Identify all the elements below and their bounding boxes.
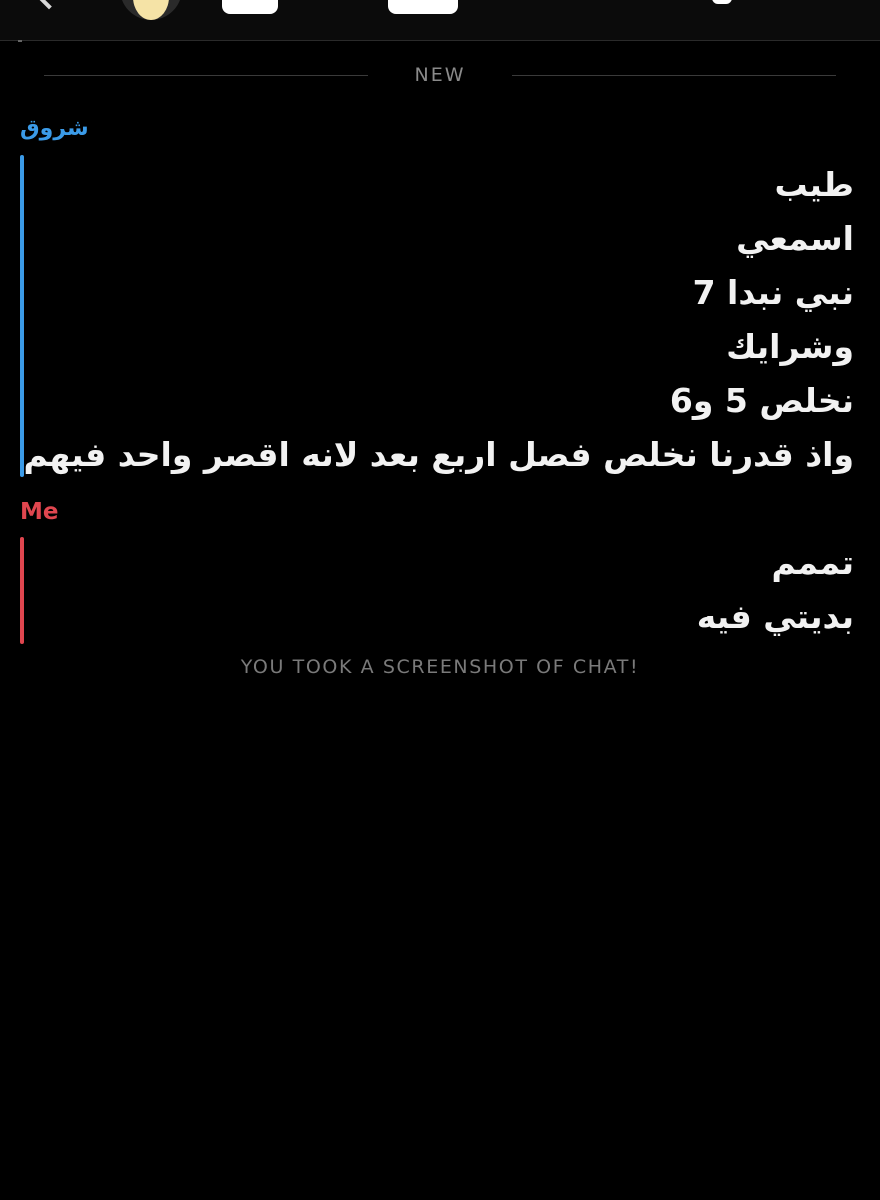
- screenshot-notice: YOU TOOK A SCREENSHOT OF CHAT!: [240, 656, 640, 678]
- message-group-bar-them: [20, 155, 24, 477]
- header-separator-mark: [18, 40, 22, 42]
- contact-name-glyph: [222, 0, 278, 14]
- message-text[interactable]: طيب: [774, 165, 854, 204]
- chat-header: [0, 0, 880, 41]
- message-group-them: [23, 162, 854, 486]
- divider-line: [512, 75, 836, 76]
- divider-line: [44, 75, 368, 76]
- message-text[interactable]: نخلص 5 و6: [669, 381, 854, 420]
- avatar-face: [133, 0, 169, 20]
- message-group-me: [54, 540, 854, 648]
- contact-name-glyph: [388, 0, 458, 14]
- back-arrow-icon[interactable]: [31, 0, 68, 9]
- sender-name-me: Me: [20, 499, 59, 525]
- message-text[interactable]: نبي نبدا 7: [692, 273, 854, 312]
- message-text[interactable]: اسمعي: [736, 219, 854, 258]
- new-messages-divider: [44, 60, 836, 90]
- message-group-bar-me: [20, 537, 24, 644]
- contact-name-cropped[interactable]: [210, 0, 470, 20]
- message-text[interactable]: وشرايك: [726, 327, 854, 366]
- sender-name-them: شروق: [20, 116, 89, 141]
- header-action-icon[interactable]: [712, 0, 732, 4]
- avatar[interactable]: [120, 0, 182, 20]
- message-text[interactable]: تممم: [771, 543, 854, 582]
- message-text[interactable]: بديتي فيه: [696, 597, 854, 636]
- message-text[interactable]: واذ قدرنا نخلص فصل اربع بعد لانه اقصر واحد فيهم: [23, 435, 854, 474]
- new-label: NEW: [414, 64, 466, 86]
